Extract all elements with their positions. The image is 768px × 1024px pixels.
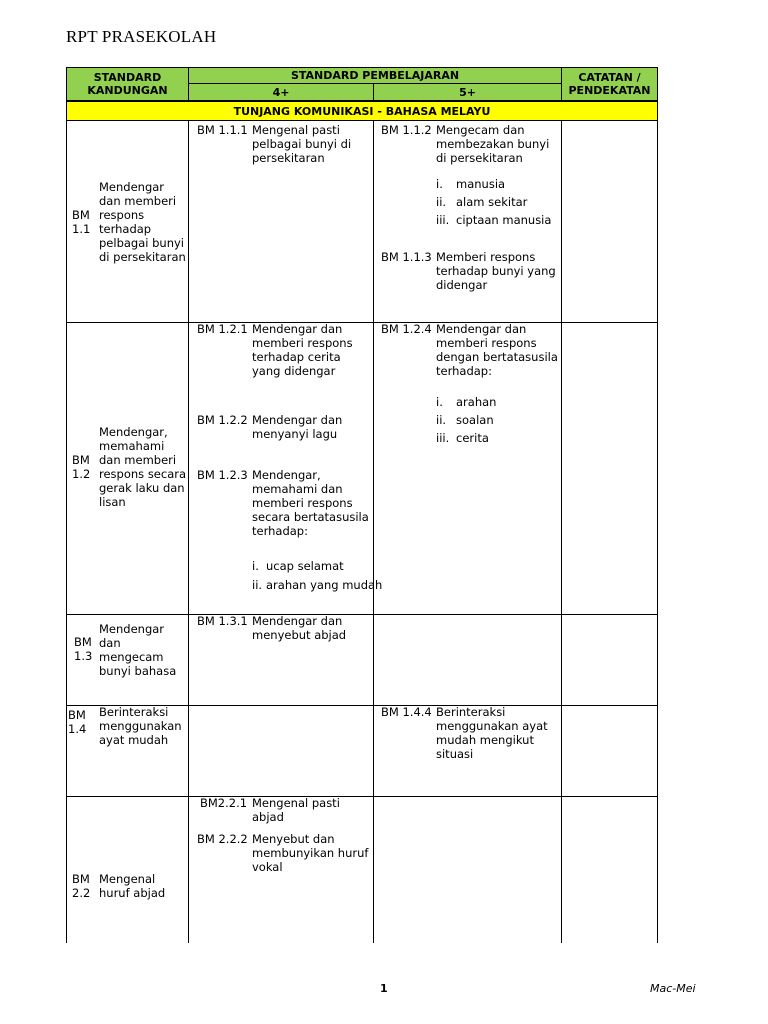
row-code-prefix: BM	[72, 208, 90, 222]
row-code	[68, 708, 86, 736]
kandungan-line: gerak laku dan	[99, 481, 185, 495]
sp-line: di persekitaran	[436, 151, 523, 165]
row-code-prefix: BM	[72, 453, 90, 467]
row-code-number: 1.4	[68, 722, 87, 736]
sp-line: Menyebut dan	[252, 832, 335, 846]
list-text: alam sekitar	[456, 195, 528, 209]
kandungan-line: bunyi bahasa	[99, 664, 177, 678]
list-item	[252, 559, 344, 573]
sp-line: Mendengar dan	[436, 322, 527, 336]
sp-line: situasi	[436, 747, 474, 761]
list-text: arahan yang mudah	[266, 578, 383, 592]
rpt-table	[66, 67, 658, 943]
sp-line: abjad	[252, 810, 284, 824]
sp-line: memberi respons	[252, 336, 353, 350]
kandungan-line: Berinteraksi	[99, 705, 169, 719]
sp-text	[436, 123, 549, 165]
list-text: ucap selamat	[266, 559, 344, 573]
sp-line: membunyikan huruf	[252, 846, 369, 860]
row-code-prefix: BM	[68, 708, 86, 722]
gridline	[373, 121, 374, 943]
period-label: Mac-Mei	[650, 982, 696, 995]
list-number: i.	[436, 177, 443, 191]
sp-code: BM 1.1.1	[197, 123, 248, 137]
kandungan-text	[99, 872, 165, 900]
sp-code: BM 1.1.3	[381, 250, 432, 264]
sp-line: memberi respons	[436, 336, 537, 350]
header-standard-pembelajaran	[188, 67, 562, 84]
list-item	[436, 395, 496, 409]
list-text: ciptaan manusia	[456, 213, 552, 227]
kandungan-line: Mendengar	[99, 622, 165, 636]
kandungan-line: pelbagai bunyi	[99, 236, 184, 250]
header-age-5-label: 5+	[459, 85, 476, 99]
sp-line: Mendengar dan	[252, 322, 343, 336]
list-text: cerita	[456, 431, 489, 445]
kandungan-line: respons secara	[99, 467, 187, 481]
page-number: 1	[380, 982, 388, 995]
sp-line: Mendengar,	[252, 468, 321, 482]
kandungan-text	[99, 425, 186, 509]
kandungan-line: lisan	[99, 495, 126, 509]
kandungan-line: terhadap	[99, 222, 152, 236]
sp-line: terhadap:	[252, 524, 308, 538]
kandungan-line: Mendengar,	[99, 425, 168, 439]
sp-line: mudah mengikut	[436, 733, 534, 747]
row-divider	[66, 614, 658, 615]
list-number: i.	[252, 559, 259, 573]
kandungan-text	[99, 180, 186, 264]
sp-line: Memberi respons	[436, 250, 536, 264]
sp-code: BM 1.1.2	[381, 123, 432, 137]
sp-text	[252, 322, 353, 378]
list-item	[252, 578, 382, 592]
sp-code: BM2.2.1	[200, 796, 248, 810]
kandungan-line: di persekitaran	[99, 250, 186, 264]
row-code-prefix: BM	[72, 872, 90, 886]
row-code	[72, 208, 90, 236]
sp-line: Berinteraksi	[436, 705, 506, 719]
sp-text	[252, 123, 351, 165]
kandungan-text	[99, 622, 176, 678]
sp-line: memberi respons	[252, 496, 353, 510]
sp-line: terhadap bunyi yang	[436, 264, 556, 278]
header-standard-kandungan-label: STANDARD KANDUNGAN	[87, 71, 168, 97]
sp-line: didengar	[436, 278, 488, 292]
sp-code: BM 1.2.3	[197, 468, 248, 482]
list-item	[436, 413, 494, 427]
list-number: ii.	[252, 578, 263, 592]
kandungan-text	[99, 705, 182, 747]
kandungan-line: respons	[99, 208, 145, 222]
list-item	[436, 213, 551, 227]
sp-text	[252, 468, 369, 538]
sp-line: Mengenal pasti	[252, 123, 340, 137]
sp-text	[436, 322, 558, 378]
list-number: ii.	[436, 413, 447, 427]
row-code-number: 1.1	[72, 222, 91, 236]
sp-code: BM 1.2.1	[197, 322, 248, 336]
kandungan-line: dan memberi	[99, 194, 177, 208]
row-code	[72, 872, 90, 900]
list-item	[436, 195, 527, 209]
sp-text	[252, 614, 346, 642]
kandungan-line: ayat mudah	[99, 733, 169, 747]
header-age-4	[188, 83, 374, 101]
sp-line: Mendengar dan	[252, 614, 343, 628]
sp-line: menyanyi lagu	[252, 427, 338, 441]
kandungan-line: Mengenal	[99, 872, 156, 886]
sp-line: pelbagai bunyi di	[252, 137, 352, 151]
row-code-number: 1.3	[74, 649, 93, 663]
gridline	[561, 121, 562, 943]
sp-code: BM 1.4.4	[381, 705, 432, 719]
sp-line: Mengenal pasti	[252, 796, 340, 810]
sp-text	[436, 705, 548, 761]
sp-line: membezakan bunyi	[436, 137, 550, 151]
section-band	[66, 101, 658, 121]
header-catatan-label: CATATAN / PENDEKATAN	[568, 71, 651, 97]
list-text: arahan	[456, 395, 497, 409]
kandungan-line: menggunakan	[99, 719, 182, 733]
gridline	[657, 121, 658, 943]
sp-line: persekitaran	[252, 151, 325, 165]
sp-line: menyebut abjad	[252, 628, 347, 642]
header-standard-kandungan	[66, 67, 189, 101]
sp-code: BM 2.2.2	[197, 832, 248, 846]
kandungan-line: dan memberi	[99, 453, 177, 467]
header-catatan	[561, 67, 658, 101]
sp-text	[252, 832, 368, 874]
sp-code: BM 1.3.1	[197, 614, 248, 628]
sp-text	[252, 413, 342, 441]
row-code-number: 2.2	[72, 886, 91, 900]
list-item	[436, 431, 489, 445]
list-text: manusia	[456, 177, 506, 191]
sp-line: menggunakan ayat	[436, 719, 548, 733]
kandungan-line: dan	[99, 636, 121, 650]
sp-line: secara bertatasusila	[252, 510, 369, 524]
sp-text	[436, 250, 556, 292]
kandungan-line: Mendengar	[99, 180, 165, 194]
row-code-number: 1.2	[72, 467, 91, 481]
sp-code: BM 1.2.4	[381, 322, 432, 336]
sp-line: terhadap cerita	[252, 350, 341, 364]
sp-line: terhadap:	[436, 364, 492, 378]
row-code-prefix: BM	[74, 635, 92, 649]
list-number: ii.	[436, 195, 447, 209]
list-number: iii.	[436, 431, 450, 445]
section-title: TUNJANG KOMUNIKASI - BAHASA MELAYU	[233, 104, 491, 118]
row-divider	[66, 796, 658, 797]
kandungan-line: mengecam	[99, 650, 164, 664]
sp-line: dengan bertatasusila	[436, 350, 558, 364]
kandungan-line: huruf abjad	[99, 886, 166, 900]
list-item	[436, 177, 505, 191]
sp-code: BM 1.2.2	[197, 413, 248, 427]
gridline	[188, 121, 189, 943]
list-text: soalan	[456, 413, 494, 427]
sp-text	[252, 796, 340, 824]
sp-line: Mengecam dan	[436, 123, 525, 137]
sp-line: Mendengar dan	[252, 413, 343, 427]
sp-line: vokal	[252, 860, 283, 874]
row-code	[74, 635, 92, 663]
sp-line: yang didengar	[252, 364, 336, 378]
list-number: i.	[436, 395, 443, 409]
header-age-5	[373, 83, 562, 101]
header-standard-pembelajaran-label: STANDARD PEMBELAJARAN	[290, 69, 460, 82]
gridline	[66, 121, 67, 943]
sp-line: memahami dan	[252, 482, 343, 496]
header-age-4-label: 4+	[272, 85, 290, 99]
row-divider	[66, 322, 658, 323]
row-code	[72, 453, 90, 481]
list-number: iii.	[436, 213, 450, 227]
kandungan-line: memahami	[99, 439, 165, 453]
document-title: RPT PRASEKOLAH	[66, 27, 217, 46]
